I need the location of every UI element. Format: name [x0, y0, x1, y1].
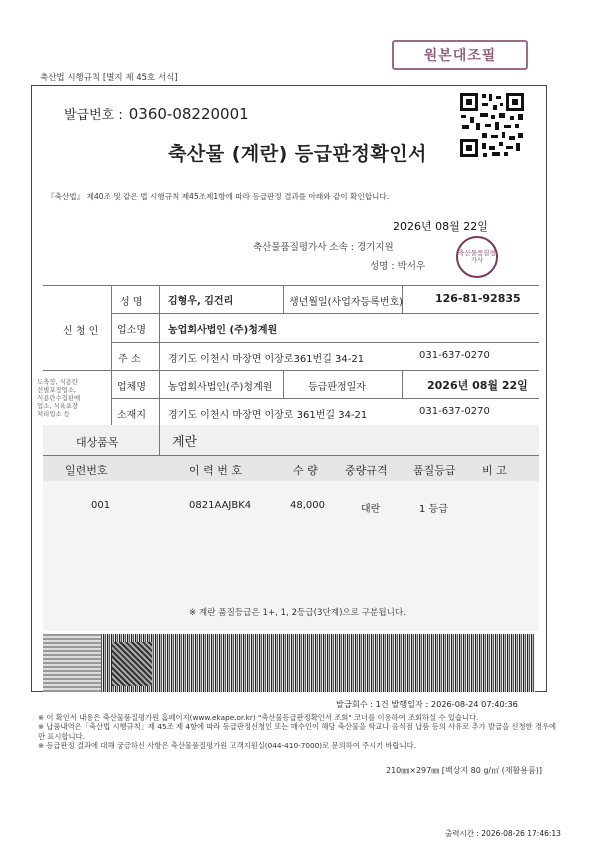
col-header-qty: 수 량 [293, 464, 318, 477]
biz-value: 농업회사법인(주)청계원 [168, 382, 273, 393]
company-value: 농업회사법인 (주)청계원 [168, 325, 278, 336]
name-value: 김형우, 김건리 [168, 296, 234, 307]
issue-number-value: 0360-08220001 [128, 105, 249, 123]
grid-line [111, 398, 539, 399]
name-label: 성 명 [120, 297, 143, 308]
issue-label: 발급번호 : [64, 108, 123, 123]
phone-value: 031-637-0270 [419, 350, 490, 361]
location-label: 소재지 [117, 410, 146, 421]
cell-qty: 48,000 [290, 500, 325, 511]
issue-number [64, 104, 249, 123]
address-label: 주 소 [118, 354, 141, 365]
evaluator-name: 성명 : 박서우 [370, 261, 426, 272]
grid-line [43, 285, 539, 286]
grade-note: ※ 계란 품질등급은 1+, 1, 2등급(3단계)으로 구분됩니다. [189, 608, 406, 618]
judgment-date-value: 2026년 08월 22일 [427, 379, 528, 392]
biz-label: 업체명 [117, 382, 146, 393]
evaluator-affiliation: 축산물품질평가사 소속 : 경기지원 [253, 242, 394, 253]
col-header-remark: 비 고 [482, 464, 507, 477]
operator-label: 도축장, 식용란선별포장업소, 식용란수집판매업소, 식육포장처리업소 등 [37, 378, 81, 418]
evaluator-seal: 축산물품질평가사 [456, 236, 498, 278]
barcode-left-block [43, 634, 101, 692]
note-3: ※ 등급판정 결과에 대해 궁금하신 사항은 축산물품질평가원 고객지원실(044-410-7000)로 문의하여 주시기 바랍니다. [38, 740, 417, 750]
grid-line [402, 370, 403, 398]
col-header-trace: 이 력 번 호 [189, 464, 242, 477]
grid-line [111, 313, 539, 314]
table-header [43, 455, 539, 481]
birth-value: 126-81-92835 [435, 292, 521, 305]
paper-spec: 210㎜×297㎜ [백상지 80 g/㎡ (재활용품)] [386, 766, 542, 775]
notes [38, 713, 558, 750]
grid-line [283, 285, 284, 313]
intro-text: 『축산법』 제40조 및 같은 법 시행규칙 제45조제1항에 따라 등급판정 결과를 아래와 같이 확인합니다. [47, 192, 390, 201]
cell-serial: 001 [91, 500, 111, 511]
grid-line [43, 455, 539, 456]
note-2: ※ 납품내역은「축산법 시행규칙」제 45조 제 4항에 따라 등급판정신청인 또는 매수인이 해당 축산물을 학교나 음식점 납품 등의 사유로 추가 발급을 신청한 경우에만 표시합니다. [38, 722, 557, 741]
original-copy-stamp: 원본대조필 [392, 40, 528, 70]
grid-line [159, 425, 160, 455]
cell-grade: 1 등급 [419, 504, 448, 515]
location-value: 경기도 이천시 마장면 이장로 361번길 34-21 [168, 410, 368, 421]
location-phone: 031-637-0270 [419, 406, 490, 417]
form-id: 축산법 시행규칙 [별지 제 45호 서식] [40, 73, 178, 83]
col-header-grade: 품질등급 [413, 464, 456, 477]
issue-info: 발급회수 : 1건 발행일자 : 2026-08-24 07:40:36 [336, 699, 518, 709]
target-label: 대상품목 [76, 436, 119, 449]
grid-line [283, 370, 284, 398]
target-value: 계란 [172, 435, 198, 450]
barcode-mid-block [112, 642, 152, 686]
judgment-date-label: 등급판정일자 [308, 382, 366, 393]
print-time: 출력시간 : 2026-08-26 17:46:13 [445, 829, 561, 838]
address-value: 경기도 이천시 마장면 이장로361번길 34-21 [168, 354, 365, 365]
grid-line [43, 370, 539, 371]
cell-trace: 0821AAJBK4 [189, 500, 252, 511]
grid-line [111, 285, 112, 425]
col-header-serial: 일련번호 [65, 464, 108, 477]
grid-line [111, 342, 539, 343]
company-label: 업소명 [117, 325, 146, 336]
grid-line [159, 285, 160, 425]
issue-date: 2026년 08월 22일 [393, 220, 488, 233]
note-1: ※ 이 확인서 내용은 축산물품질평가원 홈페이지(www.ekape.or.kr) "축산물등급판정확인서 조회" 코너를 이용하여 조회하실 수 있습니다. [38, 713, 479, 722]
col-header-weight: 중량규격 [345, 464, 388, 477]
document-title: 축산물 (계란) 등급판정확인서 [168, 143, 427, 165]
applicant-label: 신 청 인 [63, 326, 99, 337]
birth-label: 생년월일(사업자등록번호) [289, 297, 404, 308]
cell-weight: 대란 [361, 504, 381, 515]
